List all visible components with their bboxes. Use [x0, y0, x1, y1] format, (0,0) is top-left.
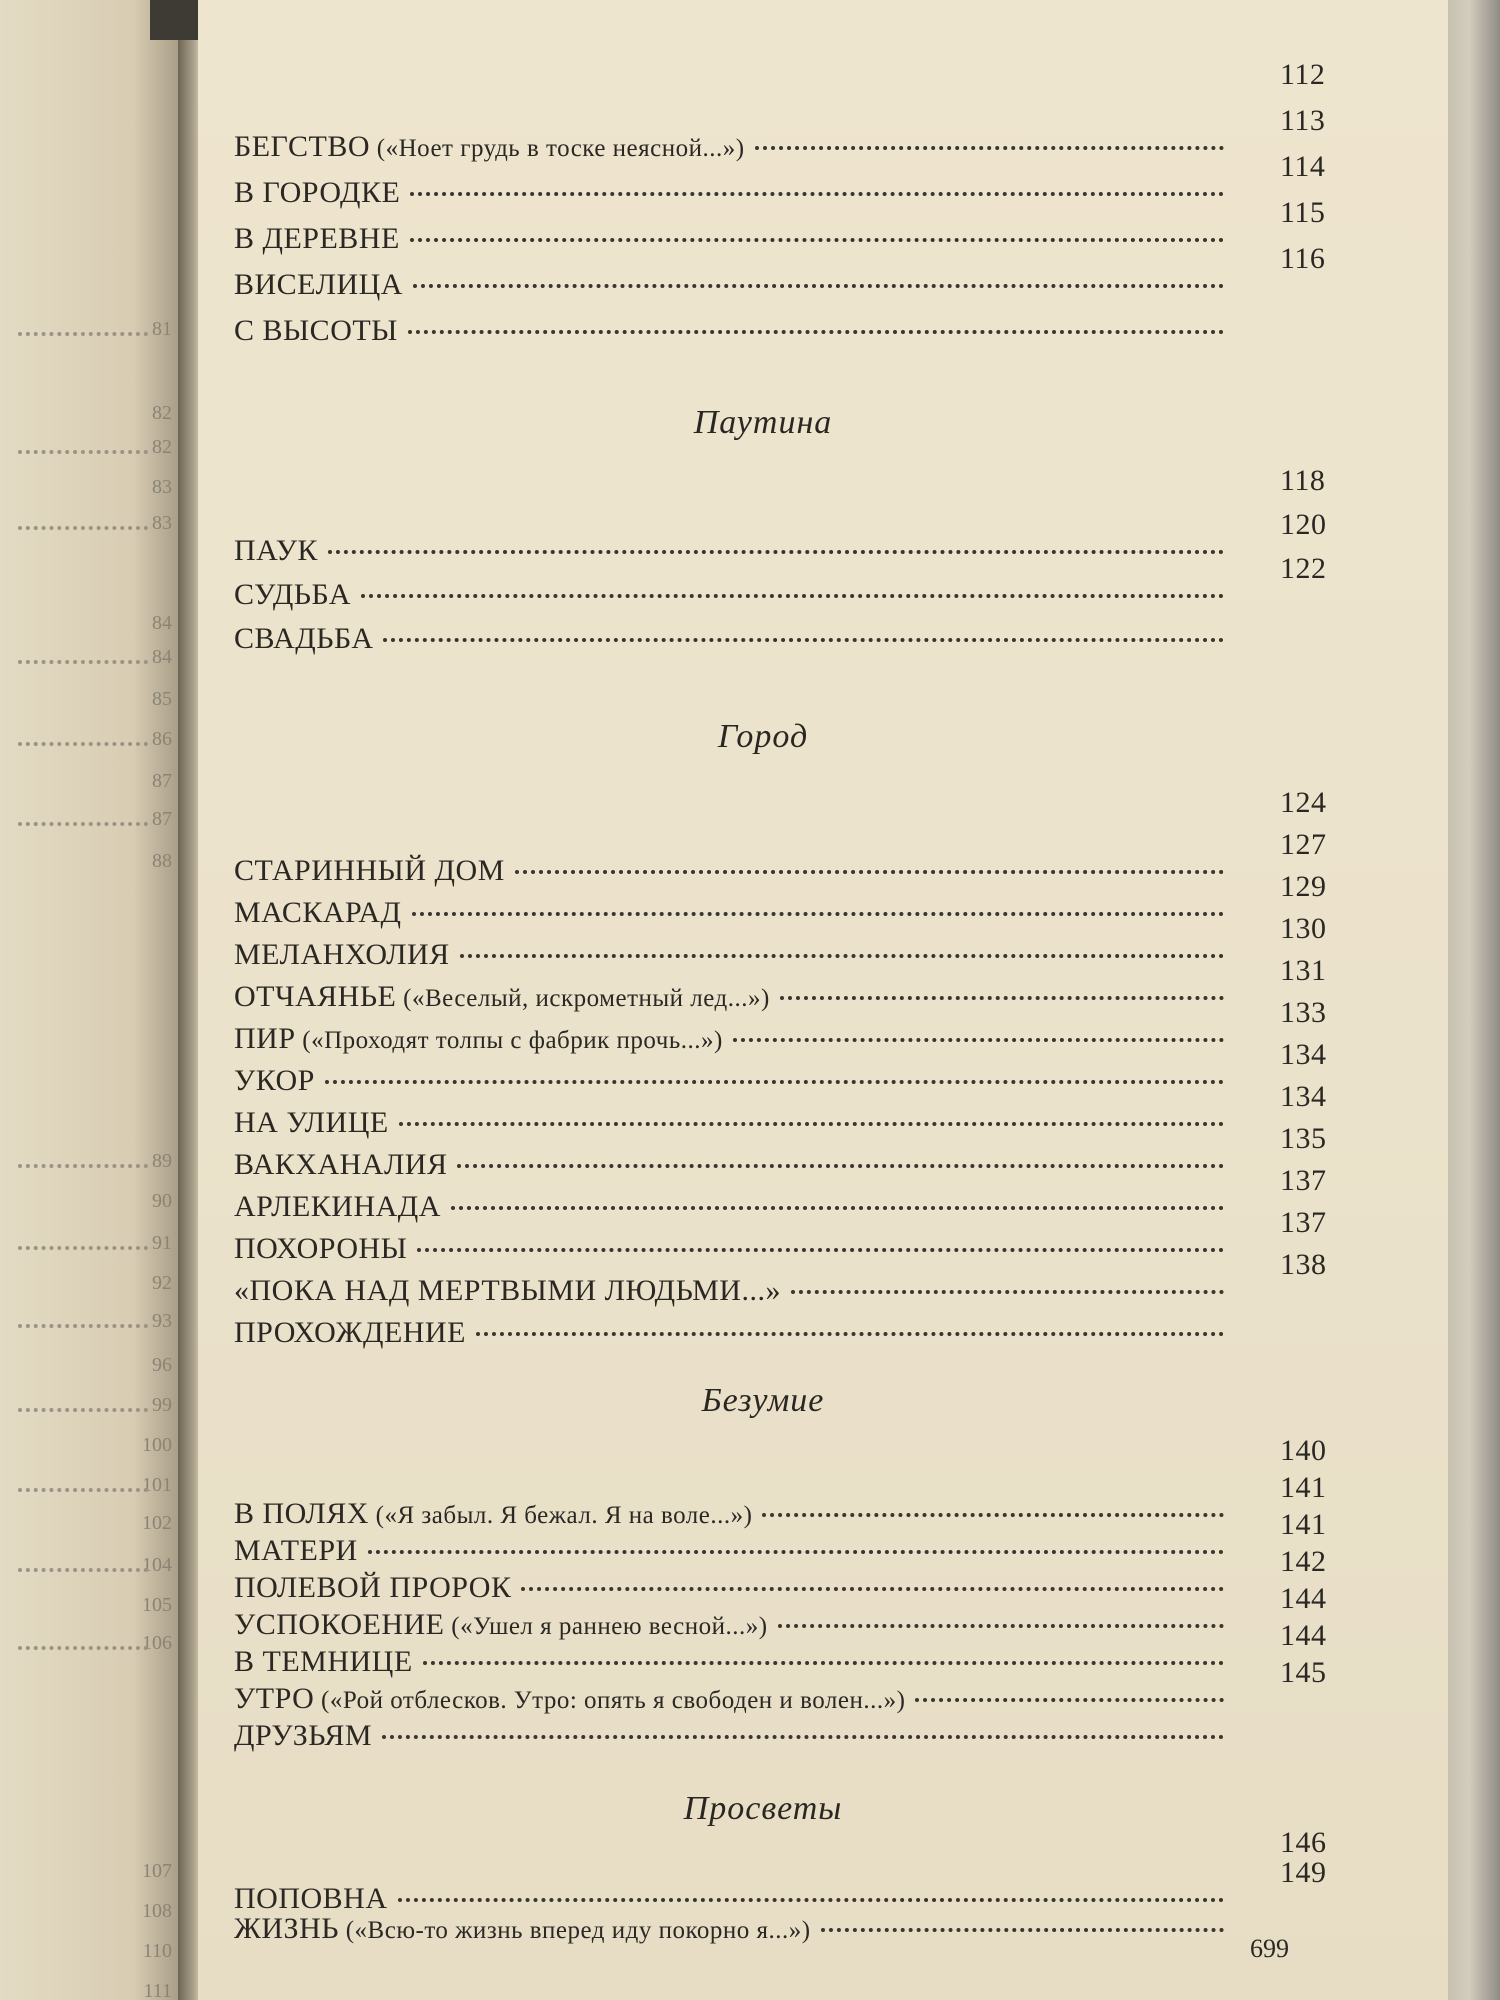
- left-page-number: 87: [152, 808, 172, 830]
- toc-page-number: 137: [1280, 1164, 1327, 1197]
- toc-entry[interactable]: [234, 1232, 1234, 1266]
- dot-leader: [451, 1206, 1224, 1210]
- toc-page-number: 113: [1280, 104, 1326, 137]
- dot-leader: [417, 1248, 1224, 1252]
- toc-page-number: 146: [1280, 1826, 1327, 1859]
- toc-entry-quote: («Проходят толпы с фабрик прочь...»): [295, 1027, 723, 1054]
- left-page-number: 85: [152, 688, 172, 710]
- toc-entry-title: ВАКХАНАЛИЯ: [234, 1148, 448, 1181]
- toc-page-number: 134: [1280, 1038, 1327, 1071]
- dot-leader: [521, 1587, 1224, 1591]
- toc-entry[interactable]: [234, 1106, 1234, 1140]
- section-title: Паутина: [693, 404, 833, 441]
- toc-entry[interactable]: [234, 622, 1234, 656]
- left-page-number: 87: [152, 770, 172, 792]
- left-page-number: 83: [152, 512, 172, 534]
- toc-entry[interactable]: [234, 268, 1234, 302]
- toc-entry-title: ПОЛЕВОЙ ПРОРОК: [234, 1571, 512, 1604]
- toc-entry-title: ПИР («Проходят толпы с фабрик прочь...»): [234, 1022, 723, 1055]
- toc-page-number: 114: [1280, 150, 1326, 183]
- toc-entry[interactable]: [234, 1608, 1234, 1642]
- toc-entry-title: ПРОХОЖДЕНИЕ: [234, 1316, 466, 1349]
- dot-leader: [460, 954, 1224, 958]
- toc-page-number: 127: [1280, 828, 1327, 861]
- toc-page-number: 130: [1280, 912, 1327, 945]
- dot-leader: [515, 870, 1224, 874]
- left-dot-leader: [18, 1408, 148, 1412]
- toc-page-number: 118: [1280, 464, 1326, 497]
- dot-leader: [361, 594, 1224, 598]
- toc-entry-quote: («Ноет грудь в тоске неясной...»): [370, 135, 745, 162]
- toc-page-number: 124: [1280, 786, 1327, 819]
- left-page-number: 88: [152, 850, 172, 872]
- left-page-number: 81: [152, 318, 172, 340]
- left-page-number: 100: [142, 1434, 172, 1456]
- toc-page-number: 140: [1280, 1434, 1327, 1467]
- toc-page-number: 144: [1280, 1582, 1327, 1615]
- toc-entry[interactable]: [234, 314, 1234, 348]
- left-page-number: 105: [142, 1594, 172, 1616]
- toc-entry[interactable]: [234, 1497, 1234, 1531]
- dot-leader: [382, 1735, 1224, 1739]
- left-page-number: 84: [152, 612, 172, 634]
- dot-leader: [733, 1038, 1224, 1042]
- dot-leader: [399, 1122, 1224, 1126]
- left-dot-leader: [18, 1568, 148, 1572]
- toc-entry-title: СУДЬБА: [234, 578, 352, 611]
- left-dot-leader: [18, 526, 148, 530]
- toc-entry[interactable]: [234, 1190, 1234, 1224]
- toc-entry[interactable]: [234, 1316, 1234, 1350]
- toc-page-number: 112: [1280, 58, 1326, 91]
- left-page: [0, 0, 190, 2000]
- dot-leader: [412, 912, 1224, 916]
- toc-entry-title: ПОПОВНА: [234, 1882, 388, 1915]
- left-dot-leader: [18, 450, 148, 454]
- toc-page-number: 133: [1280, 996, 1327, 1029]
- toc-entry-title: В ГОРОДКЕ: [234, 176, 401, 209]
- toc-entry[interactable]: [234, 854, 1234, 888]
- toc-entry-title: СТАРИННЫЙ ДОМ: [234, 854, 505, 887]
- toc-entry-title: УКОР: [234, 1064, 315, 1097]
- toc-entry[interactable]: [234, 1645, 1234, 1679]
- toc-page-number: 131: [1280, 954, 1327, 987]
- toc-entry[interactable]: [234, 1882, 1234, 1916]
- toc-page-number: 142: [1280, 1545, 1327, 1578]
- left-page-number: 83: [152, 476, 172, 498]
- toc-page-number: 138: [1280, 1248, 1327, 1281]
- dot-leader: [410, 238, 1224, 242]
- toc-page-number: 115: [1280, 196, 1326, 229]
- toc-entry-title: УСПОКОЕНИЕ («Ушел я раннею весной...»): [234, 1608, 768, 1641]
- toc-entry-title: МАТЕРИ: [234, 1534, 358, 1567]
- left-page-number: 104: [142, 1554, 172, 1576]
- dot-leader: [383, 638, 1224, 642]
- toc-entry[interactable]: [234, 130, 1234, 164]
- left-page-number: 106: [142, 1632, 172, 1654]
- left-dot-leader: [18, 1246, 148, 1250]
- toc-entry[interactable]: [234, 896, 1234, 930]
- left-page-number: 111: [143, 1980, 172, 2000]
- toc-page-number: 135: [1280, 1122, 1327, 1155]
- toc-page-number: 141: [1280, 1471, 1327, 1504]
- toc-page-number: 122: [1280, 552, 1327, 585]
- left-dot-leader: [18, 660, 148, 664]
- toc-entry-title: БЕГСТВО («Ноет грудь в тоске неясной...»): [234, 130, 745, 163]
- toc-entry-quote: («Я забыл. Я бежал. Я на воле...»): [368, 1502, 753, 1529]
- dot-leader: [423, 1661, 1224, 1665]
- page-edge: [1448, 0, 1500, 2000]
- left-dot-leader: [18, 1646, 148, 1650]
- left-dot-leader: [18, 1164, 148, 1168]
- toc-entry-title: В ДЕРЕВНЕ: [234, 222, 400, 255]
- dot-leader: [755, 146, 1224, 150]
- toc-entry-title: ВИСЕЛИЦА: [234, 268, 403, 301]
- dot-leader: [476, 1332, 1224, 1336]
- left-page-number: 99: [152, 1394, 172, 1416]
- left-dot-leader: [18, 1324, 148, 1328]
- left-page-number: 107: [142, 1860, 172, 1882]
- left-page-number: 110: [142, 1940, 172, 1962]
- left-page-number: 96: [152, 1354, 172, 1376]
- toc-page-number: 120: [1280, 508, 1327, 541]
- left-page-number: 82: [152, 402, 172, 424]
- toc-entry-title: УТРО («Рой отблесков. Утро: опять я свободен и волен...»): [234, 1682, 906, 1715]
- toc-entry[interactable]: [234, 1682, 1234, 1716]
- left-dot-leader: [18, 1488, 148, 1492]
- section-title: Город: [717, 718, 809, 755]
- left-dot-leader: [18, 742, 148, 746]
- toc-entry-title: МЕЛАНХОЛИЯ: [234, 938, 450, 971]
- toc-entry[interactable]: [234, 1064, 1234, 1098]
- dot-leader: [408, 330, 1224, 334]
- dot-leader: [368, 1550, 1224, 1554]
- left-page-number: 93: [152, 1310, 172, 1332]
- page-number-footer: 699: [1250, 1934, 1289, 1963]
- dot-leader: [762, 1513, 1224, 1517]
- section-title: Просветы: [683, 1790, 843, 1827]
- toc-entry-title: В ТЕМНИЦЕ: [234, 1645, 413, 1678]
- left-dot-leader: [18, 332, 148, 336]
- section-title: Безумие: [701, 1382, 825, 1419]
- dot-leader: [457, 1164, 1224, 1168]
- dot-leader: [410, 192, 1224, 196]
- toc-entry[interactable]: [234, 980, 1234, 1014]
- dot-leader: [915, 1698, 1224, 1702]
- toc-entry[interactable]: [234, 1571, 1234, 1605]
- dot-leader: [325, 1080, 1224, 1084]
- toc-page-number: 129: [1280, 870, 1327, 903]
- toc-entry[interactable]: [234, 578, 1234, 612]
- left-page-number: 91: [152, 1232, 172, 1254]
- toc-entry-quote: («Веселый, искрометный лед...»): [396, 985, 770, 1012]
- toc-page-number: 134: [1280, 1080, 1327, 1113]
- left-page-number: 101: [142, 1474, 172, 1496]
- toc-entry-quote: («Ушел я раннею весной...»): [444, 1613, 768, 1640]
- toc-page-number: 141: [1280, 1508, 1327, 1541]
- toc-entry-title: ЖИЗНЬ («Всю-то жизнь вперед иду покорно я...»): [234, 1912, 811, 1945]
- toc-entry[interactable]: [234, 222, 1234, 256]
- toc-entry-title: АРЛЕКИНАДА: [234, 1190, 441, 1223]
- dot-leader: [398, 1898, 1225, 1902]
- right-page: [198, 0, 1460, 2000]
- toc-entry[interactable]: [234, 1148, 1234, 1182]
- dot-leader: [821, 1928, 1224, 1932]
- toc-entry-title: СВАДЬБА: [234, 622, 374, 655]
- toc-entry[interactable]: [234, 1022, 1234, 1056]
- toc-entry-title: «ПОКА НАД МЕРТВЫМИ ЛЮДЬМИ...»: [234, 1274, 781, 1307]
- left-page-number: 86: [152, 728, 172, 750]
- dot-leader: [413, 284, 1224, 288]
- toc-entry-title: ПОХОРОНЫ: [234, 1232, 408, 1265]
- toc-entry[interactable]: [234, 176, 1234, 210]
- toc-entry-title: НА УЛИЦЕ: [234, 1106, 389, 1139]
- toc-entry-title: ОТЧАЯНЬЕ («Веселый, искрометный лед...»): [234, 980, 770, 1013]
- toc-entry-title: ПАУК: [234, 534, 318, 567]
- left-dot-leader: [18, 822, 148, 826]
- toc-page-number: 116: [1280, 242, 1326, 275]
- toc-entry-title: ДРУЗЬЯМ: [234, 1719, 373, 1752]
- left-page-number: 102: [142, 1512, 172, 1534]
- toc-entry-quote: («Рой отблесков. Утро: опять я свободен и волен...»): [314, 1687, 906, 1714]
- toc-entry-title: МАСКАРАД: [234, 896, 402, 929]
- toc-entry-title: С ВЫСОТЫ: [234, 314, 398, 347]
- toc-entry-title: В ПОЛЯХ («Я забыл. Я бежал. Я на воле...»): [234, 1497, 753, 1530]
- toc-entry[interactable]: [234, 1534, 1234, 1568]
- left-page-number: 108: [142, 1900, 172, 1922]
- dot-leader: [328, 550, 1224, 554]
- toc-entry[interactable]: [234, 1719, 1234, 1753]
- toc-entry[interactable]: [234, 1912, 1234, 1946]
- toc-entry-quote: («Всю-то жизнь вперед иду покорно я...»): [338, 1917, 811, 1944]
- left-page-number: 90: [152, 1190, 172, 1212]
- left-page-number: 82: [152, 436, 172, 458]
- toc-page-number: 145: [1280, 1656, 1327, 1689]
- toc-page-number: 137: [1280, 1206, 1327, 1239]
- toc-page-number: 149: [1280, 1856, 1327, 1889]
- dot-leader: [780, 996, 1224, 1000]
- toc-page-number: 144: [1280, 1619, 1327, 1652]
- dot-leader: [791, 1290, 1224, 1294]
- toc-entry[interactable]: [234, 1274, 1234, 1308]
- dot-leader: [778, 1624, 1224, 1628]
- left-page-number: 89: [152, 1150, 172, 1172]
- left-page-number: 84: [152, 646, 172, 668]
- left-page-number: 92: [152, 1272, 172, 1294]
- toc-entry[interactable]: [234, 938, 1234, 972]
- toc-entry[interactable]: [234, 534, 1234, 568]
